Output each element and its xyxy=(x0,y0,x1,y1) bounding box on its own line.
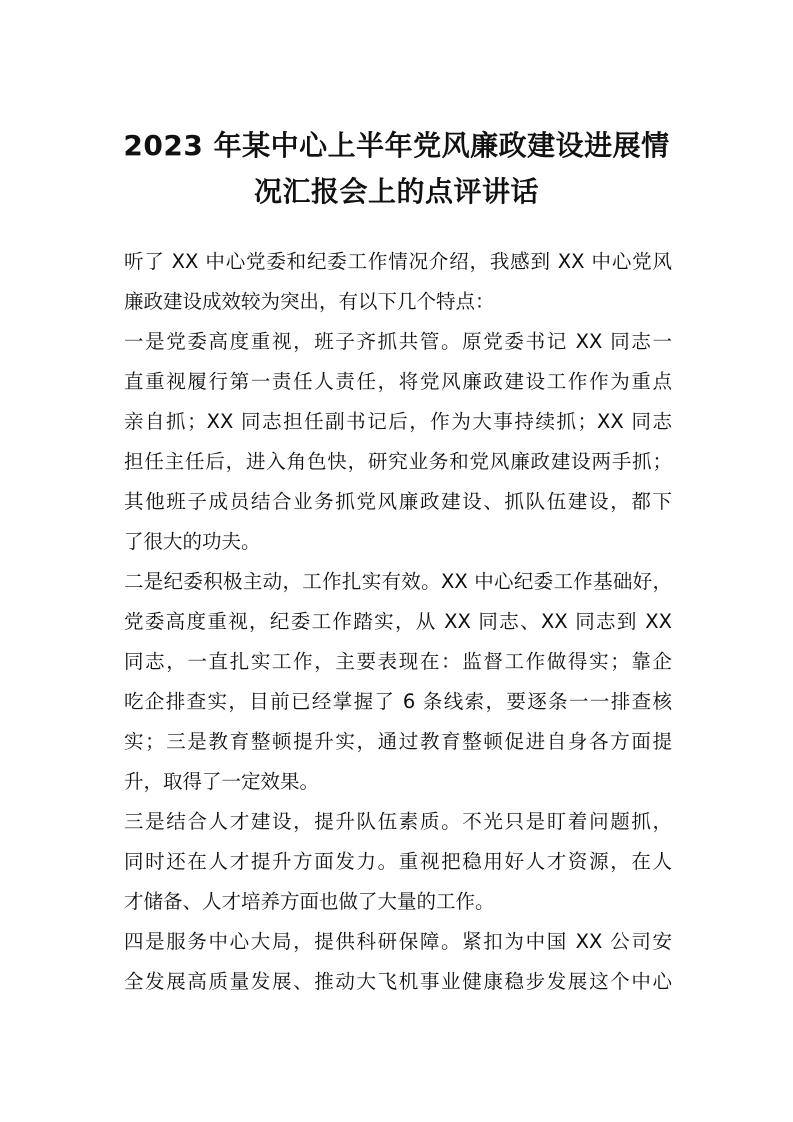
body-line: 亲自抓；XX 同志担任副书记后，作为大事持续抓；XX 同志 xyxy=(124,410,672,433)
body-line: 同时还在人才提升方面发力。重视把稳用好人才资源，在人 xyxy=(124,850,672,873)
body-line: 廉政建设成效较为突出，有以下几个特点： xyxy=(124,290,495,313)
body-line: 一是党委高度重视，班子齐抓共管。原党委书记 XX 同志一 xyxy=(124,330,672,353)
body-line: 全发展高质量发展、推动大飞机事业健康稳步发展这个中心 xyxy=(124,970,672,993)
body-line: 实；三是教育整顿提升实，通过教育整顿促进自身各方面提 xyxy=(124,730,672,753)
body-line: 二是纪委积极主动，工作扎实有效。XX 中心纪委工作基础好， xyxy=(124,570,672,593)
body-line: 才储备、人才培养方面也做了大量的工作。 xyxy=(124,890,495,913)
body-line: 党委高度重视，纪委工作踏实，从 XX 同志、XX 同志到 XX xyxy=(124,610,672,633)
body-line: 升，取得了一定效果。 xyxy=(124,770,320,793)
body-line: 三是结合人才建设，提升队伍素质。不光只是盯着问题抓， xyxy=(124,810,672,833)
body-line: 其他班子成员结合业务抓党风廉政建设、抓队伍建设，都下 xyxy=(124,490,672,513)
body-line: 担任主任后，进入角色快，研究业务和党风廉政建设两手抓； xyxy=(124,450,672,473)
document-title-line-2: 况汇报会上的点评讲话 xyxy=(253,175,539,208)
body-line: 吃企排查实，目前已经掌握了 6 条线索，要逐条一一排查核 xyxy=(124,690,672,713)
document-title-line-1: 2023 年某中心上半年党风廉政建设进展情 xyxy=(123,129,670,162)
body-line: 同志，一直扎实工作，主要表现在：监督工作做得实；靠企 xyxy=(124,650,672,673)
body-line: 听了 XX 中心党委和纪委工作情况介绍，我感到 XX 中心党风 xyxy=(124,250,672,273)
document-body xyxy=(124,242,672,1002)
body-line: 直重视履行第一责任人责任，将党风廉政建设工作作为重点 xyxy=(124,370,672,393)
body-line: 了很大的功夫。 xyxy=(124,530,261,553)
body-line: 四是服务中心大局，提供科研保障。紧扣为中国 XX 公司安 xyxy=(124,930,672,953)
